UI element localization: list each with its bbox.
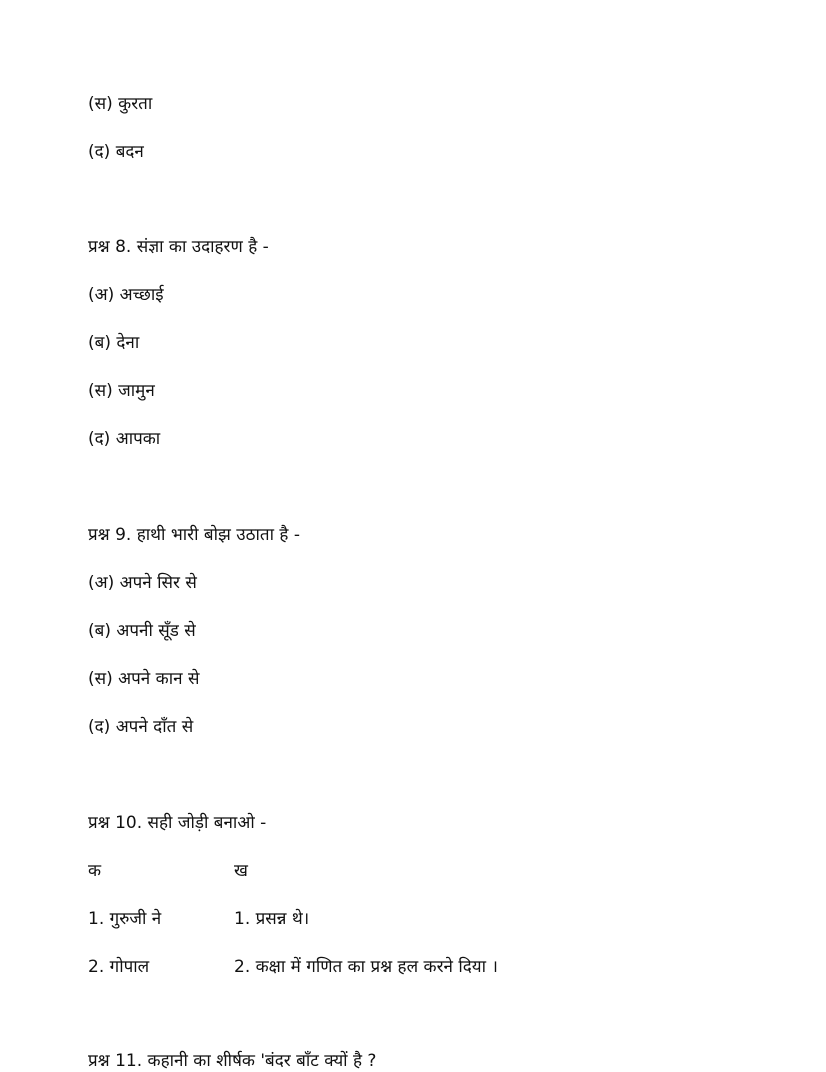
- question-8-text: प्रश्न 8. संज्ञा का उदाहरण है -: [88, 237, 269, 257]
- question-8-option-b: (ब) देना: [88, 333, 140, 353]
- previous-question-option-d: (द) बदन: [88, 142, 144, 162]
- question-9-option-d: (द) अपने दाँत से: [88, 717, 194, 737]
- match-column-left-header: क: [88, 861, 102, 881]
- question-9-option-b: (ब) अपनी सूँड से: [88, 621, 196, 641]
- question-9-option-s: (स) अपने कान से: [88, 669, 200, 689]
- question-8-option-s: (स) जामुन: [88, 381, 155, 401]
- question-9-text: प्रश्न 9. हाथी भारी बोझ उठाता है -: [88, 525, 300, 545]
- question-11-text: प्रश्न 11. कहानी का शीर्षक 'बंदर बाँट क्यों है ?: [88, 1051, 377, 1071]
- question-8-option-a: (अ) अच्छाई: [88, 285, 164, 305]
- question-10-text: प्रश्न 10. सही जोड़ी बनाओ -: [88, 813, 267, 833]
- match-right-item-2: 2. कक्षा में गणित का प्रश्न हल करने दिया ।: [234, 957, 498, 977]
- match-column-right-header: ख: [234, 861, 248, 881]
- match-right-item-1: 1. प्रसन्न थे।: [234, 909, 310, 929]
- previous-question-option-s: (स) कुरता: [88, 94, 153, 114]
- match-left-item-1: 1. गुरुजी ने: [88, 909, 162, 929]
- question-9-option-a: (अ) अपने सिर से: [88, 573, 197, 593]
- match-left-item-2: 2. गोपाल: [88, 957, 150, 977]
- question-8-option-d: (द) आपका: [88, 429, 161, 449]
